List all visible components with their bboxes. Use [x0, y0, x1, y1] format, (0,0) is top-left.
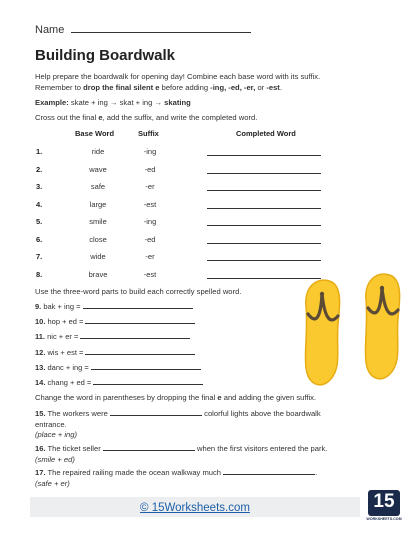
sentence-17-pre: The repaired railing made the ocean walkway much: [47, 468, 222, 477]
intro-line-2-mid: before adding: [159, 82, 211, 92]
suffix: -est: [143, 269, 157, 279]
answer-line[interactable]: [85, 316, 195, 324]
suffix: -ed: [144, 234, 156, 244]
sentence-16-post: when the first visitors entered the park.: [196, 444, 328, 453]
list-item: [35, 301, 193, 311]
suffix: -er: [145, 182, 155, 191]
item-expression: nic + er =: [47, 332, 81, 342]
sentence-number: 17.: [35, 468, 46, 477]
intro-line-1: Help prepare the boardwalk for opening day! Combine each base word with its suffix.: [35, 72, 321, 81]
sentence-15-pre: The workers were: [47, 409, 108, 418]
part1-instruction: [35, 113, 395, 124]
logo-number: 15: [373, 491, 395, 512]
suffix: -ing: [143, 217, 157, 226]
example-label: Example:: [35, 98, 69, 107]
part1-instruction-pre: Cross out the final: [35, 113, 99, 122]
item-number: 11.: [35, 332, 48, 342]
logo-text: WORKSHEETS.COM: [366, 517, 402, 521]
name-field: [35, 22, 251, 36]
sentence-17: [35, 467, 395, 489]
suffix: -est: [143, 199, 157, 209]
base-word: large: [89, 199, 107, 209]
sentence-17-post: .: [315, 468, 318, 477]
list-item: [35, 362, 201, 372]
row-number: 3.: [36, 182, 43, 191]
example-answer: skating: [164, 98, 191, 107]
header-base-word: Base Word: [75, 129, 115, 138]
completed-word-line[interactable]: [207, 155, 321, 156]
answer-line-17[interactable]: [223, 467, 318, 477]
row-number: 7.: [36, 252, 43, 261]
list-item: [35, 347, 195, 357]
item-expression: wis + est =: [47, 347, 86, 357]
answer-line-16[interactable]: [103, 443, 195, 451]
completed-word-line[interactable]: [207, 260, 321, 261]
item-number: 13.: [35, 362, 48, 372]
row-number: 2.: [36, 164, 43, 174]
page-title: Building Boardwalk: [35, 47, 176, 64]
part3-instruction-post: and adding the given suffix.: [221, 393, 317, 402]
completed-word-line[interactable]: [207, 225, 321, 226]
row-number: 4.: [36, 199, 43, 209]
part3-instruction-e: e: [217, 393, 222, 402]
item-expression: chang + ed =: [47, 378, 94, 387]
completed-word-line[interactable]: [207, 208, 321, 209]
header-completed-word: Completed Word: [236, 129, 296, 138]
sentence-16-pre: The ticket seller: [47, 444, 101, 453]
answer-line[interactable]: [83, 301, 193, 309]
intro-rule: drop the final silent e: [83, 82, 160, 92]
list-item: [35, 331, 190, 341]
suffix: -er: [145, 252, 155, 261]
sentence-16: [35, 443, 395, 465]
base-word: smile: [89, 217, 107, 226]
answer-line[interactable]: [91, 362, 201, 370]
sentence-15: [35, 408, 395, 441]
answer-line[interactable]: [93, 377, 203, 385]
sentence-16-hint: (smile + ed): [35, 454, 75, 464]
suffix: -ing: [143, 147, 157, 156]
intro-or: or: [255, 82, 267, 92]
intro-line-2-pre: Remember to: [35, 82, 84, 92]
sentence-number: 15.: [35, 409, 46, 418]
name-line[interactable]: [71, 22, 251, 33]
answer-line[interactable]: [80, 331, 190, 339]
sentence-number: 16.: [35, 444, 46, 453]
part3-instruction: [35, 393, 395, 404]
suffix: -ed: [144, 164, 156, 174]
right-sandal: [365, 274, 399, 379]
item-number: 12.: [35, 347, 48, 357]
example-text: skate + ing → skat + ing →: [68, 98, 165, 107]
base-word: wave: [89, 164, 107, 174]
footer-link[interactable]: © 15Worksheets.com: [140, 502, 250, 514]
flip-flops-illustration: [298, 272, 416, 392]
name-label: Name: [35, 24, 65, 36]
site-logo: [366, 489, 402, 525]
base-word: brave: [88, 269, 108, 279]
list-item: [35, 316, 195, 326]
part1-instruction-post: , add the suffix, and write the completed word.: [102, 113, 258, 122]
completed-word-line[interactable]: [207, 190, 321, 191]
list-item: [35, 377, 203, 387]
header-suffix: Suffix: [138, 129, 159, 138]
answer-line[interactable]: [85, 347, 195, 355]
row-number: 6.: [36, 234, 43, 244]
intro-end: .: [279, 82, 282, 92]
row-number: 5.: [36, 217, 43, 226]
completed-word-line[interactable]: [207, 243, 321, 244]
completed-word-line[interactable]: [207, 173, 321, 174]
item-expression: bak + ing =: [43, 302, 83, 311]
item-number: 10.: [35, 317, 48, 327]
example: [35, 98, 395, 109]
intro-text: [35, 72, 395, 93]
base-word: safe: [90, 182, 106, 191]
base-word: ride: [91, 147, 105, 156]
item-number: 14.: [35, 378, 48, 387]
sentence-17-hint: (safe + er): [35, 478, 70, 488]
item-expression: hop + ed =: [47, 317, 86, 327]
part2-instruction: Use the three-word parts to build each correctly spelled word.: [35, 287, 242, 296]
row-number: 1.: [36, 147, 43, 156]
item-number: 9.: [35, 302, 44, 311]
part3-instruction-pre: Change the word in parentheses by dropping the final: [35, 393, 218, 402]
sentence-15-post: colorful lights above the boardwalk: [204, 409, 321, 418]
base-word: close: [89, 234, 107, 244]
intro-est: -est: [266, 82, 280, 92]
intro-suffixes: -ing, -ed, -er,: [210, 82, 256, 92]
base-word: wide: [90, 252, 106, 261]
sentence-15-cont: entrance.: [35, 419, 67, 429]
row-number: 8.: [36, 269, 43, 279]
part1-instruction-e: e: [98, 113, 103, 122]
left-sandal: [305, 280, 339, 385]
sentence-15-hint: (place + ing): [35, 430, 77, 439]
answer-line-15[interactable]: [110, 408, 202, 416]
item-expression: danc + ing =: [47, 362, 91, 372]
